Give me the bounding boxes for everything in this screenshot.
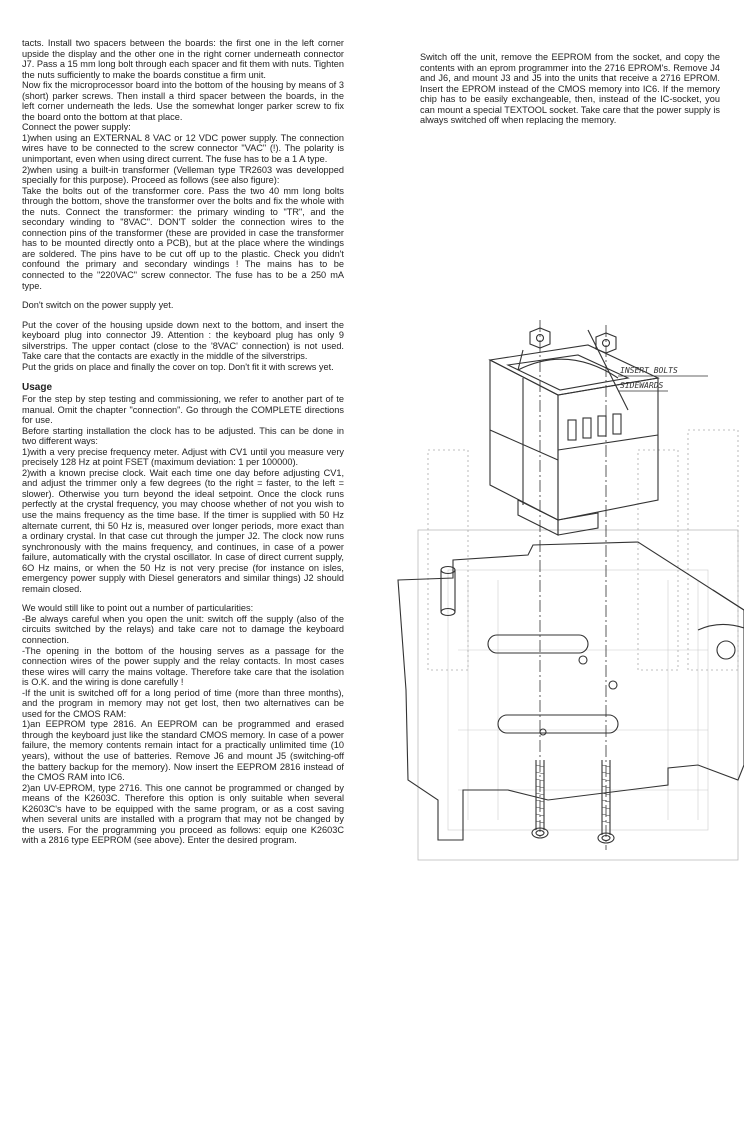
paragraph-particularities: We would still like to point out a number of particularities:: [22, 603, 254, 614]
paragraph-long-switch-off: -If the unit is switched off for a long period of time (more than three months), and the program in memory may not get lost, then two alternatives can be used for the CMOS RAM:: [22, 687, 344, 719]
paragraph-grids: Put the grids on place and finally the cover on top. Don't fit it with screws yet.: [22, 361, 334, 372]
paragraph-external-supply: 1)when using an EXTERNAL 8 VAC or 12 VDC power supply. The connection wires have to be connected to the screw connector "VAC" (!). The polarity is unimportant, even when using direct current. The fuse has to be a 1 A type.: [22, 132, 344, 165]
paragraph-builtin-transformer: 2)when using a built-in transformer (Velleman type TR2603 was developped specially for this purpose). Proceed as follows (see also figure):: [22, 164, 344, 186]
housing-bottom: [398, 542, 744, 840]
paragraph-fix-board: Now fix the microprocessor board into the bottom of the housing by means of 3 (short) parker screws. Then install a third spacer between the boards, in the left corner underneath the leds. Use the somewhat longer parker screw to fix the board onto the bottom at that place.: [22, 80, 344, 122]
paragraph-clock-adjust: Before starting installation the clock has to be adjusted. This can be done in two different ways:: [22, 425, 344, 447]
paragraph-opening: -The opening in the bottom of the housing serves as a passage for the connection wires of the power supply and the relay contacts. In most cases these wires will carry the mains voltage. Therefore take care that the isolation is O.K. and the wiring is done carefully !: [22, 645, 344, 688]
paragraph-frequency-meter: 1)with a very precise frequency meter. Adjust with CV1 until you measure very precisely 128 Hz at point FSET (maximum deviation: 1 per 100000).: [22, 446, 344, 468]
left-text-column: [22, 38, 344, 846]
paragraph-dont-switch-on: Don't switch on the power supply yet.: [22, 300, 174, 311]
paragraph-uv-eprom: 2)an UV-EPROM, type 2716. This one cannot be programmed or changed by means of the K2603C. Therefore this option is only suitable when several K2603C's have to be equipped with the same program, or as a cost saving when several units are installed with a program that may not be changed by the users. For the programming you proceed as follows: equip one K2603C with a 2816 type EEPROM (see above). Enter the desired program.: [22, 782, 344, 846]
paragraph-eeprom: 1)an EEPROM type 2816. An EEPROM can be programmed and erased through the keyboard just like the standard CMOS memory. In case of a power failure, the memory contents remain intact for a practically unlimited time (10 years), without the use of batteries. Remove J6 and mount J5 (switching-off the battery backup for the memory). Now insert the EEPROM 2816 instead of the CMOS RAM into IC6.: [22, 719, 344, 783]
figure-label-insert-bolts: INSERT BOLTS: [620, 366, 678, 375]
figure-label-sidewards: SIDEWARDS: [620, 381, 664, 390]
paragraph-testing: For the step by step testing and commissioning, we refer to another part of te manual. Omit the chapter "connection". Go through the COMPLETE directions for use.: [22, 393, 344, 426]
paragraph-precise-clock: 2)with a known precise clock. Wait each time one day before adjusting CV1, and adjust the trimmer only a few degrees (to the right = faster, to the left = slower). Otherwise you turn beyond the ideal setpoint. Once the clock runs perfectly at the crystal frequency, you may choose whether of not you wish to use the mains frequency as the time base. If the timer is supplied with 50 Hz alternate current, thi 50 Hz is, measured over longer periods, more exact than a ordinary crystal. In that case cut through the jumper J2. The clock now runs synchronously with the mains frequency, and continues, in case of a power failure, automatically with the crystal oscillator. In case of direct current supply, 6O Hz mains, or when the 50 Hz is not very precise (for instance on isles, emergency power supply with Diesel generators and similar things) J2 should remain closed.: [22, 467, 344, 594]
paragraph-transformer-steps: Take the bolts out of the transformer core. Pass the two 40 mm long bolts through the bottom, shove the transformer over the bolts and fix the whole with the nuts. Connect the transformer: the primary winding to "TR", and the secondary winding to "8VAC". DON'T solder the connection wires to the connection pins of the transformer (these are provided in case the transformer has to be mounted directly onto a PCB), but at the place where the windings are soldered. The pins have to be cut off up to the plastic. Check you didn't confound the primary and secondary windings ! The mains has to be connected to the "220VAC" screw connector. The fuse has to be a 250 mA type.: [22, 185, 344, 291]
paragraph-keyboard-plug: Put the cover of the housing upside down next to the bottom, and insert the keyboard plug into connector J9. Attention : the keyboard plug has only 9 silverstrips. The upper contact (close to the '8VAC' connection) is not used. Take care that the contacts are exactly in the middle of the silverstrips.: [22, 319, 344, 362]
section-heading-usage: Usage: [22, 382, 53, 394]
transformer-mounting-figure: [368, 150, 744, 890]
paragraph-connect-power: Connect the power supply:: [22, 122, 131, 133]
paragraph-careful: -Be always careful when you open the unit: switch off the supply (also of the circuits switched by the relays) and take care not to damage the keyboard connection.: [22, 613, 344, 645]
paragraph-spacers: tacts. Install two spacers between the boards: the first one in the left corner upside the display and the other one in the right corner underneath connector J7. Pass a 15 mm long bolt through each spacer and fit them with nuts. Tighten the nuts sufficiently to make the boards constitue a firm unit.: [22, 38, 344, 80]
right-text-column: [420, 52, 720, 126]
paragraph-switch-off-unit: Switch off the unit, remove the EEPROM from the socket, and copy the contents with an eprom programmer into the 2716 EPROM's. Remove J4 and J6, and mount J3 and J5 into the units that receive a 2716 EPROM. Insert the EPROM instead of the CMOS memory into IC6. If the memory chip has to be easily exchangeable, then, instead of the IC-socket, you can mount a special TEXTOOL socket. Take care that the power supply is always switched off when replacing the memory.: [420, 52, 720, 126]
